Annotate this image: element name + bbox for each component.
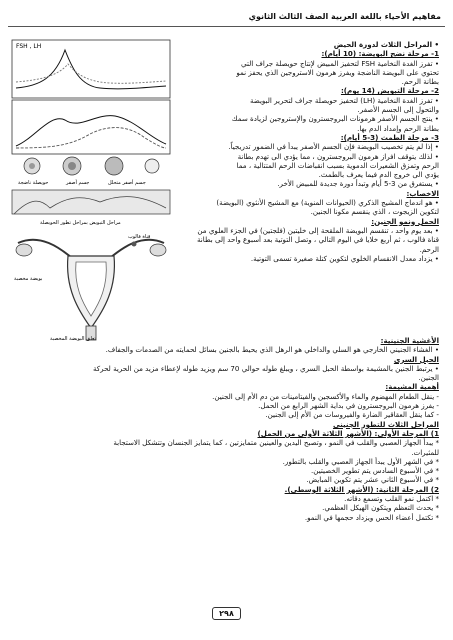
line-bottom-23: * في الأسبوع الثاني عشر يتم تكوين المبايض.: [306, 475, 439, 485]
ovarian-hormone-frame: [12, 100, 170, 154]
line-top-5: 2- مرحلة التبويض (14 يوم):: [340, 86, 439, 96]
line-bottom-1: • هو اندماج المشيج الذكري (الحيوانات المنوية) مع المشيج الأنثوي (البويضة): [216, 198, 439, 208]
line-bottom-17: المراحل الثلاث للتطور الجنيني: [332, 419, 439, 429]
line-bottom-7: • يزداد معدل الانقسام الخلوي لتكوين كتلة صغيرة تسمى التوتية.: [250, 253, 439, 263]
line-top-15: • يستغرق من 3-5 أيام وتبدأ دورة جديدة للمبيض الأخر.: [277, 179, 439, 189]
line-bottom-26: * يحدث التعظم ويتكون الهيكل العظمي.: [322, 503, 439, 513]
uterus-label-tube: قناة فالوب: [128, 234, 151, 240]
line-bottom-9: • الغشاء الجنيني الخارجي هو السلي والداخلي هو الرهل الذي يحيط بالجنين بسائل لحمايته من الصدمات والجفاف.: [105, 345, 439, 355]
line-bottom-8: الأغشية الجنينية:: [380, 336, 439, 345]
line-bottom-6: الرحم.: [419, 244, 439, 254]
line-top-13: الرحم وتمزق الشعيرات الدموية بسبب انقباضات الرحم المتتالية ، مما: [236, 160, 439, 170]
hormone-graph-label: FSH , LH: [16, 43, 42, 50]
text-column-top: [176, 40, 439, 263]
line-bottom-27: * تكتمل أعضاء الحس ويزداد حجمها في النمو.: [304, 512, 439, 522]
line-top-1: 1- مرحلة نضج البويضة: (10 أيام):: [321, 49, 439, 59]
line-bottom-0: الاخصاب:: [406, 188, 439, 198]
line-bottom-2: لتكوين الزيجوت ، الذي ينقسم مكونا الجنين.: [310, 207, 439, 217]
ovary-caption: مراحل التبويض بمراحل تطور الحويصلة: [40, 220, 121, 226]
line-top-4: بطانة الرحم.: [401, 77, 439, 87]
text-column-bottom: [14, 336, 439, 522]
line-bottom-4: • بعد يوم واحد ، تنقسم البويضة الملقحة إلى خليتين (فلجتين) في الجزء العلوي من: [197, 225, 439, 235]
page-number: ٢٩٨: [212, 607, 241, 620]
line-bottom-5: قناة فالوب ، ثم أربع خلايا في اليوم التالي ، وتصل التوتية بعد أسبوع واحد إلى بطانة: [197, 235, 439, 245]
line-bottom-14: - ينقل الطعام المهضوم والماء والأكسجين والفيتامينات من دم الأم إلى الجنين.: [212, 391, 439, 401]
line-bottom-13: أهمية المشيمة:: [385, 382, 439, 392]
line-top-14: يؤدي الى خروج الدم فيما يعرف بالطمث.: [318, 170, 439, 180]
line-top-6: • تفرز الغدة النخامية (LH) لتحفيز حويصلة جراف لتحرير البويضة: [249, 95, 439, 105]
stage-label-3: جسم أصفر متحلل: [108, 180, 146, 186]
page-header: مفاهيم الأحياء باللغة العربية الصف الثالث الثانوي: [8, 8, 445, 27]
line-bottom-22: * في الأسبوع السادس يتم تطوير الخصيتين.: [311, 466, 439, 476]
line-top-3: تحتوي على البويضة الناضجة ويفرز هرمون الاستروجين الذي يحفز نمو: [236, 67, 439, 77]
line-bottom-24: 2) المرحلة الثانية: (الأشهر الثلاثة الوسطى).: [284, 484, 439, 494]
line-bottom-10: الحبل السري: [393, 354, 439, 364]
line-top-9: بطانة الرحم وإمداد الدم بها.: [357, 123, 439, 133]
uterus-diagram: [16, 240, 166, 340]
follicle-stages: [24, 157, 159, 175]
menstrual-cycle-figure: [10, 38, 172, 344]
line-top-11: • إذا لم يتم تخصيب البويضة فإن الجسم الأصفر يبدأ في الضمور تدريجياً.: [228, 142, 439, 152]
line-top-2: • تفرز الغدة النخامية FSH لتحفيز المبيض لإنتاج حويصلة جراف التي: [241, 58, 439, 68]
line-bottom-3: الحمل ونمو الجنين:: [371, 216, 439, 226]
uterus-label-implantation: تعلق البويضة المخصبة: [50, 336, 96, 342]
page-footer: [0, 601, 453, 620]
line-bottom-16: - كما ينقل العقاقير الضارة والفيروسات من الأم إلى الجنين.: [265, 410, 439, 420]
line-top-8: • ينتج الجسم الأصفر هرمونات البروجسترون والإستروجين لزيادة سمك: [231, 114, 439, 124]
line-bottom-15: - يفرز هرمون البروجسترون في بداية الشهر الرابع من الحمل.: [258, 401, 439, 411]
line-bottom-19: * يبدأ الجهاز العصبي والقلب في النمو ، وتصبح اليدين والعينين متمايزتين ، كما يتمايز الجنسان وتتشكل الاستجابة: [113, 438, 439, 448]
line-top-10: 3- مرحلة الطمث (3-5 أيام):: [340, 132, 439, 142]
line-top-0: • المراحل الثلاث لدورة الحيض: [333, 40, 439, 49]
line-top-12: • لذلك يتوقف افراز هرمون البروجسترون ، مما يؤدي الى تهدم بطانة: [237, 151, 439, 161]
uterus-label-zygote: بويضة مخصبة: [14, 276, 43, 282]
line-bottom-11: • يرتبط الجنين بالمشيمة بواسطة الحبل السري ، ويبلغ طوله حوالي 70 سم ويزيد طوله لإعطاء مزيد من الحرية لحركة: [92, 363, 439, 373]
line-bottom-21: * في الشهر الأول يبدأ الجهاز العصبي والقلب بالتطور.: [282, 456, 439, 466]
endometrium-band: [12, 190, 170, 214]
line-bottom-12: الجنين.: [418, 373, 439, 383]
line-top-7: والتحول إلى الجسم الأصفر.: [357, 105, 439, 115]
stage-label-2: جسم أصفر: [66, 180, 90, 186]
stage-label-1: حويصلة ناضجة: [18, 180, 49, 186]
line-bottom-25: * اكتمل نمو القلب وتسمع دقاته.: [344, 494, 439, 504]
line-bottom-20: للمثيرات.: [411, 447, 439, 457]
line-bottom-18: 1) المرحلة الأولى: (الأشهر الثلاثة الأولى من الحمل): [257, 428, 439, 438]
